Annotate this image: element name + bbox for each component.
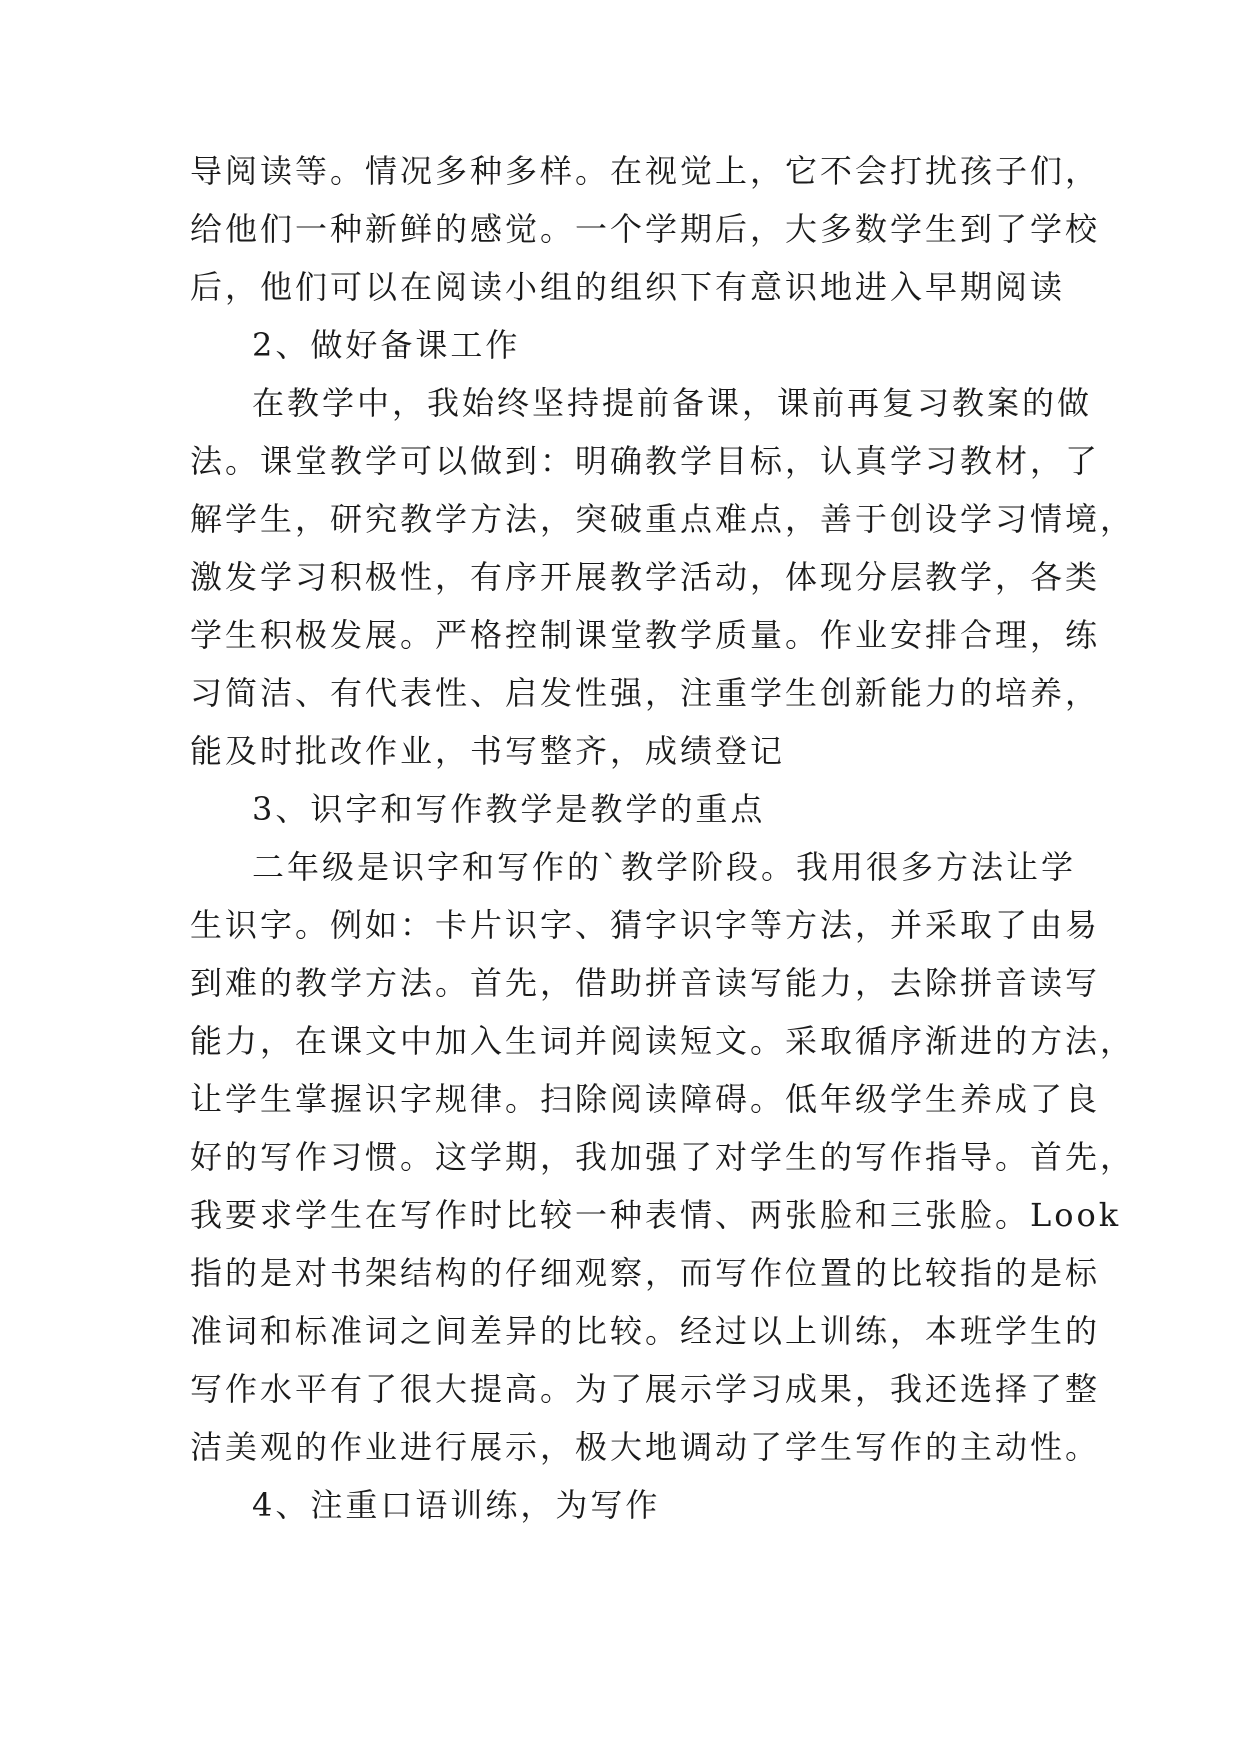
- body-text-line: 洁美观的作业进行展示，极大地调动了学生写作的主动性。: [190, 1428, 1101, 1466]
- body-text-line: 能力，在课文中加入生词并阅读短文。采取循序渐进的方法，: [190, 1022, 1136, 1060]
- body-text-line: 能及时批改作业，书写整齐，成绩登记: [190, 732, 786, 770]
- body-text-line: 准词和标准词之间差异的比较。经过以上训练，本班学生的: [190, 1312, 1101, 1350]
- body-text-line: 让学生掌握识字规律。扫除阅读障碍。低年级学生养成了良: [190, 1080, 1101, 1118]
- section-heading: 3、识字和写作教学是教学的重点: [252, 790, 766, 828]
- body-text-line: 生识字。例如：卡片识字、猜字识字等方法，并采取了由易: [190, 906, 1101, 944]
- body-text-line: 指的是对书架结构的仔细观察，而写作位置的比较指的是标: [190, 1254, 1101, 1292]
- body-text-line: 到难的教学方法。首先，借助拼音读写能力，去除拼音读写: [190, 964, 1101, 1002]
- body-text-line: 法。课堂教学可以做到：明确教学目标，认真学习教材，了: [190, 442, 1101, 480]
- body-text-line: 我要求学生在写作时比较一种表情、两张脸和三张脸。Look: [190, 1196, 1122, 1234]
- paragraph-first-line: 二年级是识字和写作的`教学阶段。我用很多方法让学: [252, 848, 1077, 886]
- section-heading: 4、注重口语训练，为写作: [252, 1486, 661, 1524]
- body-text-line: 好的写作习惯。这学期，我加强了对学生的写作指导。首先，: [190, 1138, 1136, 1176]
- body-text-line: 习简洁、有代表性、启发性强，注重学生创新能力的培养，: [190, 674, 1101, 712]
- body-text-line: 学生积极发展。严格控制课堂教学质量。作业安排合理，练: [190, 616, 1101, 654]
- body-text-line: 写作水平有了很大提高。为了展示学习成果，我还选择了整: [190, 1370, 1101, 1408]
- body-text-line: 导阅读等。情况多种多样。在视觉上，它不会打扰孩子们，: [190, 152, 1101, 190]
- paragraph-first-line: 在教学中，我始终坚持提前备课，课前再复习教案的做: [252, 384, 1093, 422]
- body-text-line: 后，他们可以在阅读小组的组织下有意识地进入早期阅读: [190, 268, 1066, 306]
- body-text-line: 给他们一种新鲜的感觉。一个学期后，大多数学生到了学校: [190, 210, 1101, 248]
- body-text-line: 解学生，研究教学方法，突破重点难点，善于创设学习情境，: [190, 500, 1136, 538]
- body-text-line: 激发学习积极性，有序开展教学活动，体现分层教学，各类: [190, 558, 1101, 596]
- section-heading: 2、做好备课工作: [252, 326, 521, 364]
